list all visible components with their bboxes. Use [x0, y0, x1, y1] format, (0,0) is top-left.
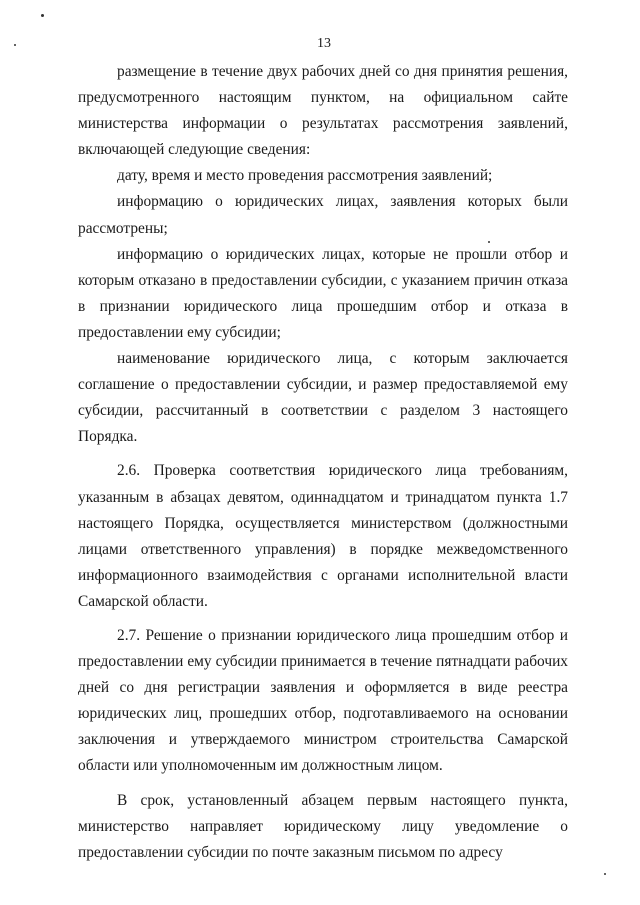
paragraph: В срок, установленный абзацем первым настоящего пункта, министерство направляет юридическому лицу уведомление о предоставлении субсидии по почте заказным письмом по адресу [78, 791, 568, 861]
paragraph-2-7: 2.7. Решение о признании юридического лица прошедшим отбор и предоставлении ему субсидии принимается в течение пятнадцати рабочих дней со дня регистрации заявления и оформляется в виде реестра юридических лиц, прошедших отбор, подготавливаемого на основании заключения и утверждаемого министром строительства Самарской области или уполномоченным им должностным лицом. [78, 626, 568, 775]
paragraph: размещение в течение двух рабочих дней со дня принятия решения, предусмотренного настоящим пунктом, на официальном сайте министерства информации о результатах рассмотрения заявлений, включающей следующие сведения: [78, 63, 568, 159]
paragraph-2-6: 2.6. Проверка соответствия юридического лица требованиям, указанным в абзацах девятом, одиннадцатом и тринадцатом пункта 1.7 настоящего Порядка, осуществляется министерством (должностными лицами ответственного управления) в порядке межведомственного информационного взаимодействия с органами исполнительной власти Самарской области. [78, 462, 568, 610]
scan-speck [41, 14, 44, 17]
paragraph: дату, время и место проведения рассмотрения заявлений; [117, 167, 493, 185]
paragraph: информацию о юридических лицах, заявления которых были рассмотрены; [78, 193, 568, 237]
page-number: 13 [317, 36, 331, 51]
scan-speck [604, 873, 606, 875]
paragraph: информацию о юридических лицах, которые не прошли отбор и которым отказано в предоставлении субсидии, с указанием причин отказа в признании юридического лица прошедшим отбор и отказа в предоставлении ему субсидии; [78, 245, 568, 341]
document-body [78, 59, 568, 866]
paragraph: наименование юридического лица, с которым заключается соглашение о предоставлении субсидии, и размер предоставляемой ему субсидии, рассчитанный в соответствии с разделом 3 настоящего Порядка. [78, 350, 568, 446]
